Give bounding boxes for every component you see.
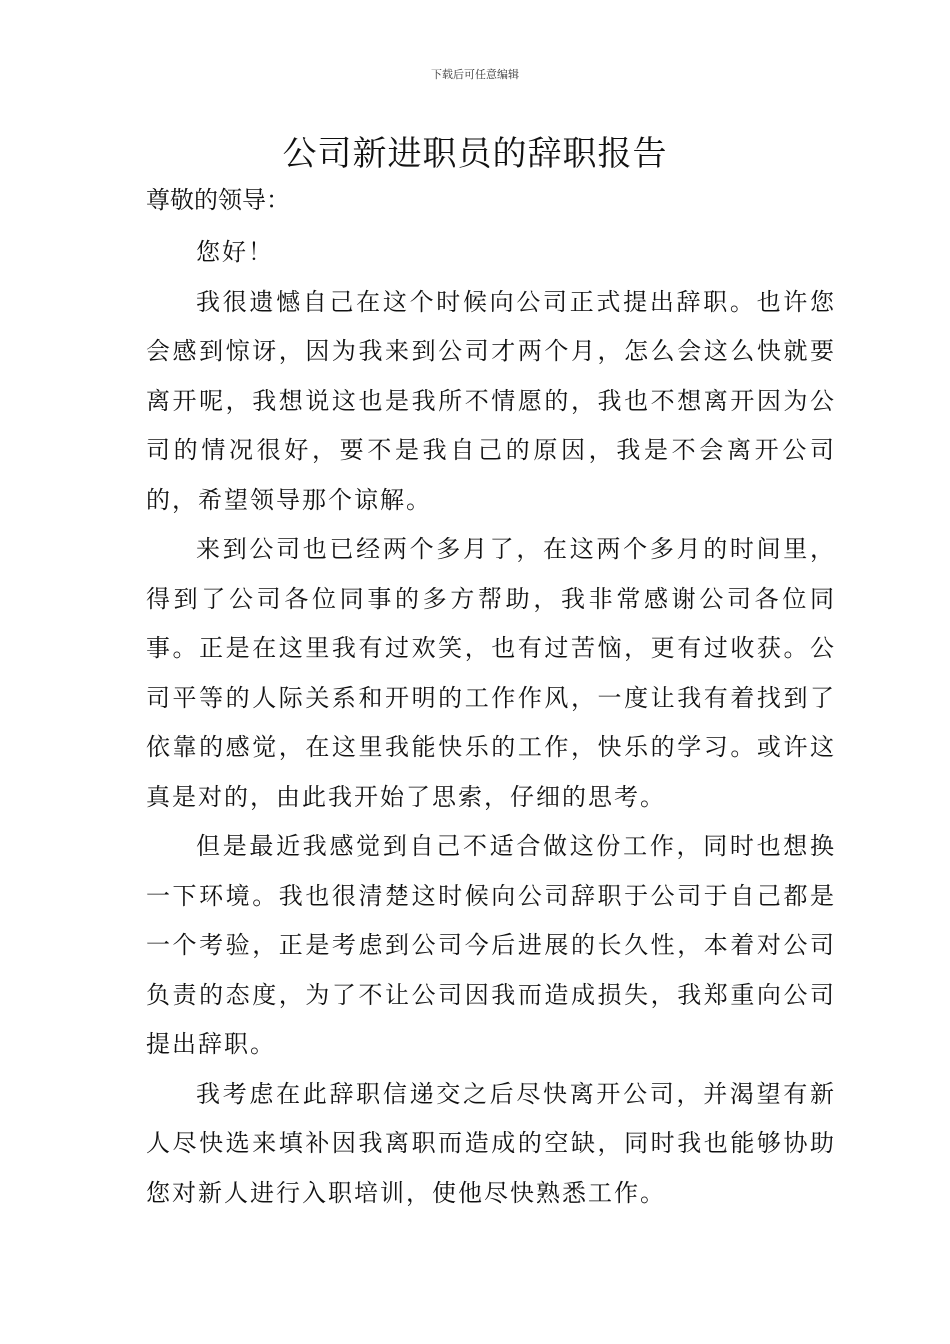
document-title: 公司新进职员的辞职报告 [282,134,668,174]
salutation: 尊敬的领导： [146,186,290,214]
paragraph-2: 来到公司也已经两个多月了，在这两个多月的时间里，得到了公司各位同事的多方帮助，我非常感谢公司各位同事。正是在这里我有过欢笑，也有过苦恼，更有过收获。公司平等的人际关系和开明的工作作风，一度让我有着找到了依靠的感觉，在这里我能快乐的工作，快乐的学习。或许这真是对的，由此我开始了思索，仔细的思考。 [146,535,836,811]
paragraph-4: 我考虑在此辞职信递交之后尽快离开公司，并渴望有新人尽快选来填补因我离职而造成的空缺，同时我也能够协助您对新人进行入职培训，使他尽快熟悉工作。 [146,1079,836,1207]
header-note: 下载后可任意编辑 [431,68,519,81]
paragraph-3: 但是最近我感觉到自己不适合做这份工作，同时也想换一下环境。我也很清楚这时候向公司辞职于公司于自己都是一个考验，正是考虑到公司今后进展的长久性，本着对公司负责的态度，为了不让公司因我而造成损失，我郑重向公司提出辞职。 [146,832,836,1058]
paragraph-greeting: 您好！ [196,238,274,266]
document-body [146,228,836,1218]
paragraph-1: 我很遗憾自己在这个时候向公司正式提出辞职。也许您会感到惊讶，因为我来到公司才两个月，怎么会这么快就要离开呢，我想说这也是我所不情愿的，我也不想离开因为公司的情况很好，要不是我自己的原因，我是不会离开公司的，希望领导那个谅解。 [146,287,836,514]
